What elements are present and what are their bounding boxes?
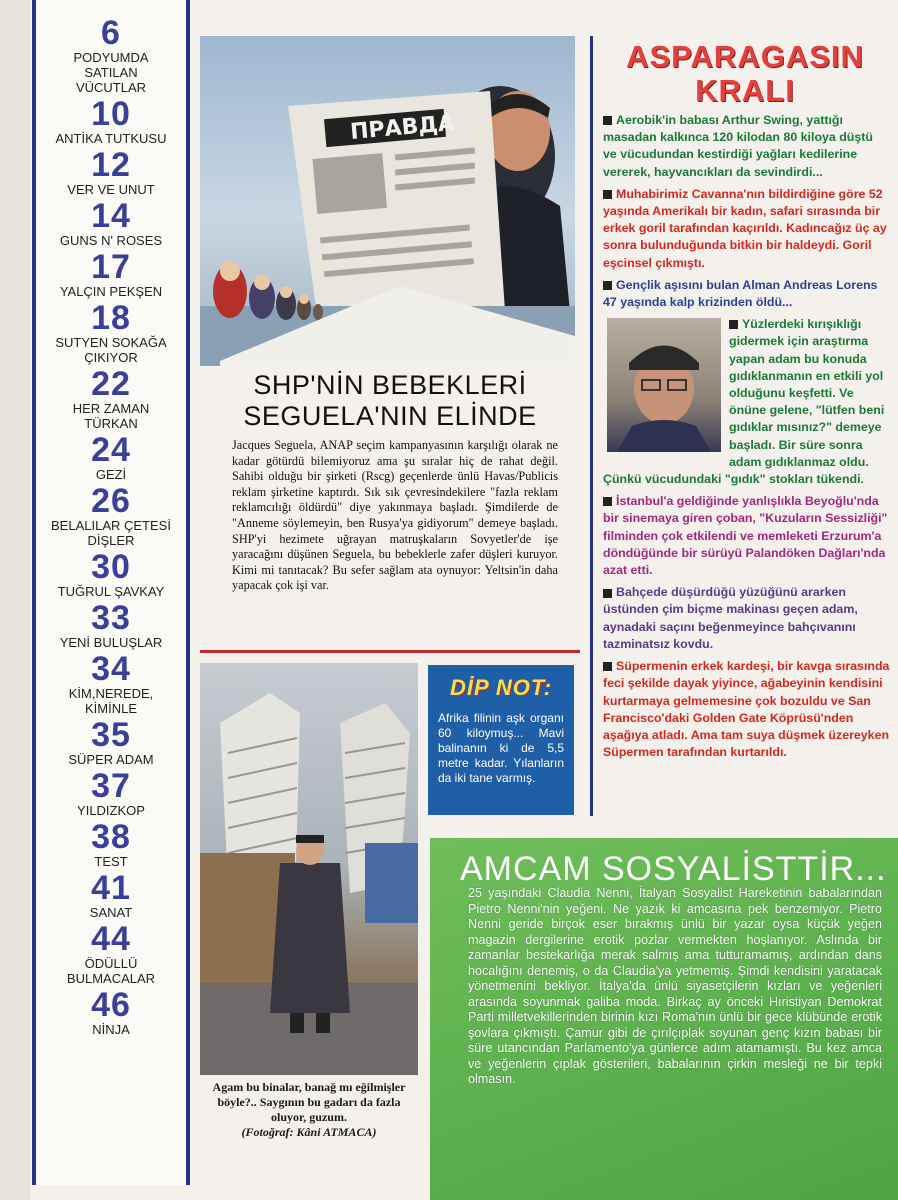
- caption-text: Agam bu binalar, banağ mı eğilmişler böyle?.. Saygının bu gadarı da fazla oluyor, guzum.: [212, 1080, 406, 1124]
- bullet-square-icon: [729, 320, 738, 329]
- matryoshka-dolls: [213, 261, 323, 320]
- dipnot-box: [428, 665, 574, 815]
- toc-page-number: 18: [91, 299, 131, 337]
- toc-item[interactable]: [36, 601, 186, 650]
- amcam-box: [430, 838, 898, 1200]
- toc-title: SANAT: [89, 905, 133, 920]
- toc-title: BELALILAR ÇETESİ DİŞLER: [51, 518, 171, 548]
- bullet-square-icon: [603, 497, 612, 506]
- toc-item[interactable]: [36, 988, 186, 1037]
- toc-title: YILDIZKOP: [77, 803, 145, 818]
- photo-caption: [200, 1080, 418, 1140]
- toc-item[interactable]: [36, 367, 186, 431]
- toc-item[interactable]: [36, 769, 186, 818]
- toc-page-number: 10: [91, 95, 131, 133]
- toc-page-number: 41: [91, 869, 131, 907]
- toc-title: HER ZAMAN TÜRKAN: [72, 401, 150, 431]
- toc-page-number: 17: [91, 248, 131, 286]
- toc-page-number: 37: [91, 767, 131, 805]
- toc-title: PODYUMDA SATILAN VÜCUTLAR: [73, 50, 149, 95]
- toc-title: ÖDÜLLÜ BULMACALAR: [66, 956, 156, 986]
- bullet-square-icon: [603, 190, 612, 199]
- toc-title: GEZİ: [95, 467, 127, 482]
- amcam-text: 25 yaşındaki Claudia Nenni, İtalyan Sosyalist Hareketinin babalarından Pietro Nenni'nin yeğeni. Ne yazık ki amcasına pek benzemiyor. Pietro Nenni geride birçok eser bırakmış ünlü bir yazar oysa küçük yeğen magazin dergilerine erotik pozlar vermekten hoşlanıyor. Aslında bir zamanlar bestekarlığa merak salmış ama tutturamamış, ardından dans hocalığını denemiş, o da Claudia'ya yetmemiş. Şimdi kendisini yaratacak yönetmenini bekliyor. İtalya'da ünlü siyasetçilerin kızları ve yeğenleri arasında soyunmak galiba moda. Birkaç ay önceki Hıristiyan Demokrat Parti milletvekillerinden birinin kızı Roma'nın ünlü bir gece klübünde erotik şovlara çıkmıştı. Çamur gibi de çırılçıplak soyunan genç kızın babası bir süre utancından Parlamento'ya günlerce adım atamamıştı. Bu kez amca ve yeğenlerin çıplak gösterileri, babalarının çirkin mesleği ne bir tepki olmasın.: [468, 886, 882, 1086]
- bullet-square-icon: [603, 662, 612, 671]
- seguela-illustration: [200, 36, 575, 366]
- news-item: Muhabirimiz Cavanna'nın bildirdiğine göre 52 yaşında Amerikalı bir kadın, safari sırasında bir erkek goril tarafından kaçırıldı. Kadıncağız üç ay sonra bulunduğunda bitkin bir haldeydi. Goril eşcinsel çıkmıştı.: [603, 186, 887, 270]
- toc-item[interactable]: [36, 550, 186, 599]
- asparagas-title: [600, 40, 890, 108]
- toc-page-number: 44: [91, 920, 131, 958]
- toc-title: ANTİKA TUTKUSU: [55, 131, 167, 146]
- toc-item[interactable]: [36, 922, 186, 986]
- dipnot-title: DİP NOT:: [428, 665, 574, 707]
- news-item: Bahçede düşürdüğü yüzüğünü ararken üstünden çim biçme makinası geçen adam, aynadaki saçını beğenmeyince bahçıvanını tazminatsız kovdu.: [603, 585, 858, 651]
- toc-page-number: 34: [91, 650, 131, 688]
- toc-title: SÜPER ADAM: [68, 752, 154, 767]
- photo-credit: (Fotoğraf: Kâni ATMACA): [241, 1125, 377, 1139]
- toc-title: SUTYEN SOKAĞA ÇIKIYOR: [55, 335, 167, 365]
- headline-line: SHP'NİN BEBEKLERİ: [253, 370, 527, 400]
- seguela-photo: [200, 36, 575, 366]
- toc-title: NİNJA: [92, 1022, 130, 1037]
- table-of-contents: [32, 0, 190, 1185]
- news-item: Süpermenin erkek kardeşi, bir kavga sırasında feci şekilde dayak yiyince, ağabeyinin kendisini kurtarmaya gelmemesine çok bozuldu ve San Francisco'daki Golden Gate Köprüsü'nden aşağıya atladı. Ama tam suya düşmek üzereyken Süpermen tarafından kurtarıldı.: [603, 659, 890, 760]
- dipnot-text: Afrika filinin aşk organı 60 kiloymuş... Mavi balinanın ki de 5,5 metre kadar. Yılanların da iki tane varmış.: [438, 711, 564, 785]
- toc-item[interactable]: [36, 97, 186, 146]
- toc-item[interactable]: [36, 871, 186, 920]
- toc-item[interactable]: [36, 199, 186, 248]
- divider: [200, 650, 580, 653]
- toc-item[interactable]: [36, 301, 186, 365]
- old-man-photo: [607, 318, 721, 452]
- bullet-square-icon: [603, 116, 612, 125]
- toc-title: YENİ BULUŞLAR: [59, 635, 163, 650]
- toc-item[interactable]: [36, 652, 186, 716]
- toc-page-number: 35: [91, 716, 131, 754]
- toc-page-number: 12: [91, 146, 131, 184]
- toc-title: TEST: [94, 854, 128, 869]
- toc-page-number: 26: [91, 482, 131, 520]
- bullet-square-icon: [603, 281, 612, 290]
- amcam-title: AMCAM SOSYALİSTTİR...: [460, 850, 887, 888]
- news-item: Gençlik aşısını bulan Alman Andreas Lorens 47 yaşında kalp krizinden öldü...: [603, 277, 878, 310]
- toc-item[interactable]: [36, 148, 186, 197]
- toc-item[interactable]: [36, 16, 186, 95]
- toc-title: YALÇIN PEKŞEN: [59, 284, 163, 299]
- toc-item[interactable]: [36, 718, 186, 767]
- toc-page-number: 24: [91, 431, 131, 469]
- toc-page-number: 22: [91, 365, 131, 403]
- toc-item[interactable]: [36, 820, 186, 869]
- toc-item[interactable]: [36, 250, 186, 299]
- towers-photo: [200, 663, 418, 1075]
- toc-page-number: 46: [91, 986, 131, 1024]
- toc-title: VER VE UNUT: [67, 182, 155, 197]
- toc-page-number: 14: [91, 197, 131, 235]
- toc-title: TUĞRUL ŞAVKAY: [57, 584, 165, 599]
- page-edge: [0, 0, 30, 1200]
- asparagas-column: [603, 112, 890, 766]
- toc-title: GUNS N' ROSES: [59, 233, 163, 248]
- article-headline: [200, 370, 580, 432]
- toc-page-number: 38: [91, 818, 131, 856]
- news-item: Yüzlerdeki kırışıklığı gidermek için araştırma yapan adam bu konuda gıdıklanmanın en etkili yol olduğunu keşfetti. Ve önüne gelene, "lütfen beni gıdıklar mısınız?" demeye başladı. Bir süre sonra adam gıdıklanmaz oldu. Çünkü vücudundaki "gıdık" stokları tükendi.: [603, 317, 885, 487]
- headline-line: SEGUELA'NIN ELİNDE: [243, 401, 537, 431]
- toc-item[interactable]: [36, 484, 186, 548]
- toc-page-number: 30: [91, 548, 131, 586]
- news-item: İstanbul'a geldiğinde yanlışlıkla Beyoğlu'nda bir sinemaya giren çoban, "Kuzuların Sessizliği" filminden çok etkilendi ve memleketi Erzurum'a döndüğünde bir sürüyü Palandöken Dağları'nda azat etti.: [603, 494, 888, 578]
- toc-title: KİM,NEREDE, KİMİNLE: [68, 686, 154, 716]
- toc-item[interactable]: [36, 433, 186, 482]
- article-body: Jacques Seguela, ANAP seçim kampanyasının karşılığı olarak ne kadar götürdü bilemiyoruz ama şu sıralar hiç de rahat değil. Sahibi olduğu bir şirketi (Rscg) geçenlerde ünlü Havas/Publicis reklam şirketine kaptırdı. Sık sık çevresindekilere "fazla reklam reklamcılığı öldürdü" diye yakınmaya başladı. Şimdilerde de "Anneme söylemeyin, ben Rusya'ya gidiyorum" demeye başladı. SHP'yi hezimete uğrayan matruşkaların Sovyetler'de işe yaracağını düşünen Seguela, bu bebeklerle zafer düşleri kuruyor. Kimi mi tanıtacak? Bu sefer sağlam ata oynuyor: Yeltsin'in daha yapacak çok işi var.: [232, 438, 558, 593]
- towers-illustration: [200, 663, 418, 1075]
- bullet-square-icon: [603, 589, 612, 598]
- toc-page-number: 6: [101, 14, 121, 52]
- title-line: KRALI: [695, 73, 795, 108]
- title-line: ASPARAGASIN: [626, 39, 864, 74]
- newspaper-masthead: ПРАВДА: [349, 110, 456, 145]
- toc-page-number: 33: [91, 599, 131, 637]
- column-divider: [590, 36, 593, 816]
- news-item: Aerobik'in babası Arthur Swing, yattığı masadan kalkınca 120 kilodan 80 kiloya düştü ve vücudundan kestirdiği yağları kedilerine vererek, hayvancıkları da sevindirdi...: [603, 113, 873, 179]
